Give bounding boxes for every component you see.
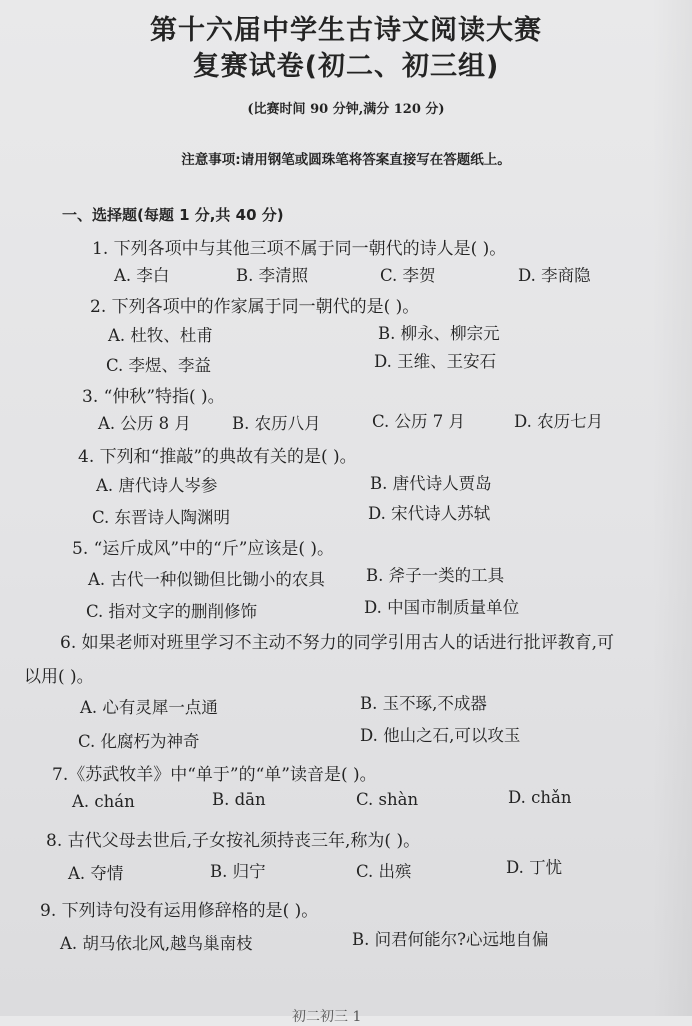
question-2-stem: 2. 下列各项中的作家属于同一朝代的是( )。 xyxy=(90,297,420,317)
question-8-option-a: A. 夺情 xyxy=(68,864,124,883)
question-4-option-c: C. 东晋诗人陶渊明 xyxy=(92,508,231,527)
exam-title-line2: 复赛试卷(初二、初三组) xyxy=(192,51,500,82)
question-2-option-d: D. 王维、王安石 xyxy=(374,352,497,371)
question-3-stem: 3. “仲秋”特指( )。 xyxy=(82,387,225,407)
question-9-stem: 9. 下列诗句没有运用修辞格的是( )。 xyxy=(40,901,319,921)
question-4-option-b: B. 唐代诗人贾岛 xyxy=(370,474,492,493)
question-3-option-b: B. 农历八月 xyxy=(232,414,321,433)
question-4-option-a: A. 唐代诗人岑参 xyxy=(96,476,218,495)
page-footer-label: 初二初三 1 xyxy=(292,1009,362,1025)
question-5-option-d: D. 中国市制质量单位 xyxy=(364,598,520,617)
question-2-option-b: B. 柳永、柳宗元 xyxy=(378,324,500,343)
question-5-stem: 5. “运斤成风”中的“斤”应该是( )。 xyxy=(72,539,335,559)
question-4-option-d: D. 宋代诗人苏轼 xyxy=(368,504,491,523)
question-4-stem: 4. 下列和“推敲”的典故有关的是( )。 xyxy=(78,447,357,467)
question-1-option-d: D. 李商隐 xyxy=(518,266,591,285)
question-6-stem-continued: 以用( )。 xyxy=(24,667,94,687)
question-6-option-c: C. 化腐朽为神奇 xyxy=(78,732,200,751)
question-6-option-b: B. 玉不琢,不成器 xyxy=(360,694,487,713)
exam-time-info: (比赛时间 90 分钟,满分 120 分) xyxy=(247,102,445,117)
question-1-option-a: A. 李白 xyxy=(114,266,170,285)
question-7-option-d: D. chǎn xyxy=(508,788,572,807)
question-2-option-a: A. 杜牧、杜甫 xyxy=(108,326,213,345)
question-6-option-d: D. 他山之石,可以攻玉 xyxy=(360,726,521,745)
question-8-option-c: C. 出殡 xyxy=(356,862,412,881)
question-6-stem: 6. 如果老师对班里学习不主动不努力的同学引用古人的话进行批评教育,可 xyxy=(60,633,615,653)
question-3-option-a: A. 公历 8 月 xyxy=(98,414,191,433)
question-2-option-c: C. 李煜、李益 xyxy=(106,356,212,375)
question-7-option-a: A. chán xyxy=(72,792,135,811)
question-3-option-c: C. 公历 7 月 xyxy=(372,412,466,431)
question-1-option-c: C. 李贺 xyxy=(380,266,436,285)
section-title: 一、选择题(每题 1 分,共 40 分) xyxy=(62,206,284,224)
exam-notice: 注意事项:请用钢笔或圆珠笔将答案直接写在答题纸上。 xyxy=(181,152,511,168)
question-5-option-a: A. 古代一种似锄但比锄小的农具 xyxy=(88,570,325,589)
question-5-option-b: B. 斧子一类的工具 xyxy=(366,566,505,585)
question-1-option-b: B. 李清照 xyxy=(236,266,309,285)
question-8-option-d: D. 丁忧 xyxy=(506,858,563,877)
question-7-option-c: C. shàn xyxy=(356,790,419,809)
paper-shadow xyxy=(652,0,692,1016)
question-1-stem: 1. 下列各项中与其他三项不属于同一朝代的诗人是( )。 xyxy=(92,239,507,259)
question-9-option-b: B. 问君何能尔?心远地自偏 xyxy=(352,930,549,949)
question-3-option-d: D. 农历七月 xyxy=(514,412,604,431)
exam-title-line1: 第十六届中学生古诗文阅读大赛 xyxy=(150,15,542,46)
question-9-option-a: A. 胡马依北风,越鸟巢南枝 xyxy=(60,934,253,953)
question-7-stem: 7.《苏武牧羊》中“单于”的“单”读音是( )。 xyxy=(52,765,377,785)
question-5-option-c: C. 指对文字的删削修饰 xyxy=(86,602,258,621)
question-8-option-b: B. 归宁 xyxy=(210,862,266,881)
question-6-option-a: A. 心有灵犀一点通 xyxy=(80,698,218,717)
question-7-option-b: B. dān xyxy=(212,790,266,809)
question-8-stem: 8. 古代父母去世后,子女按礼须持丧三年,称为( )。 xyxy=(46,831,421,851)
